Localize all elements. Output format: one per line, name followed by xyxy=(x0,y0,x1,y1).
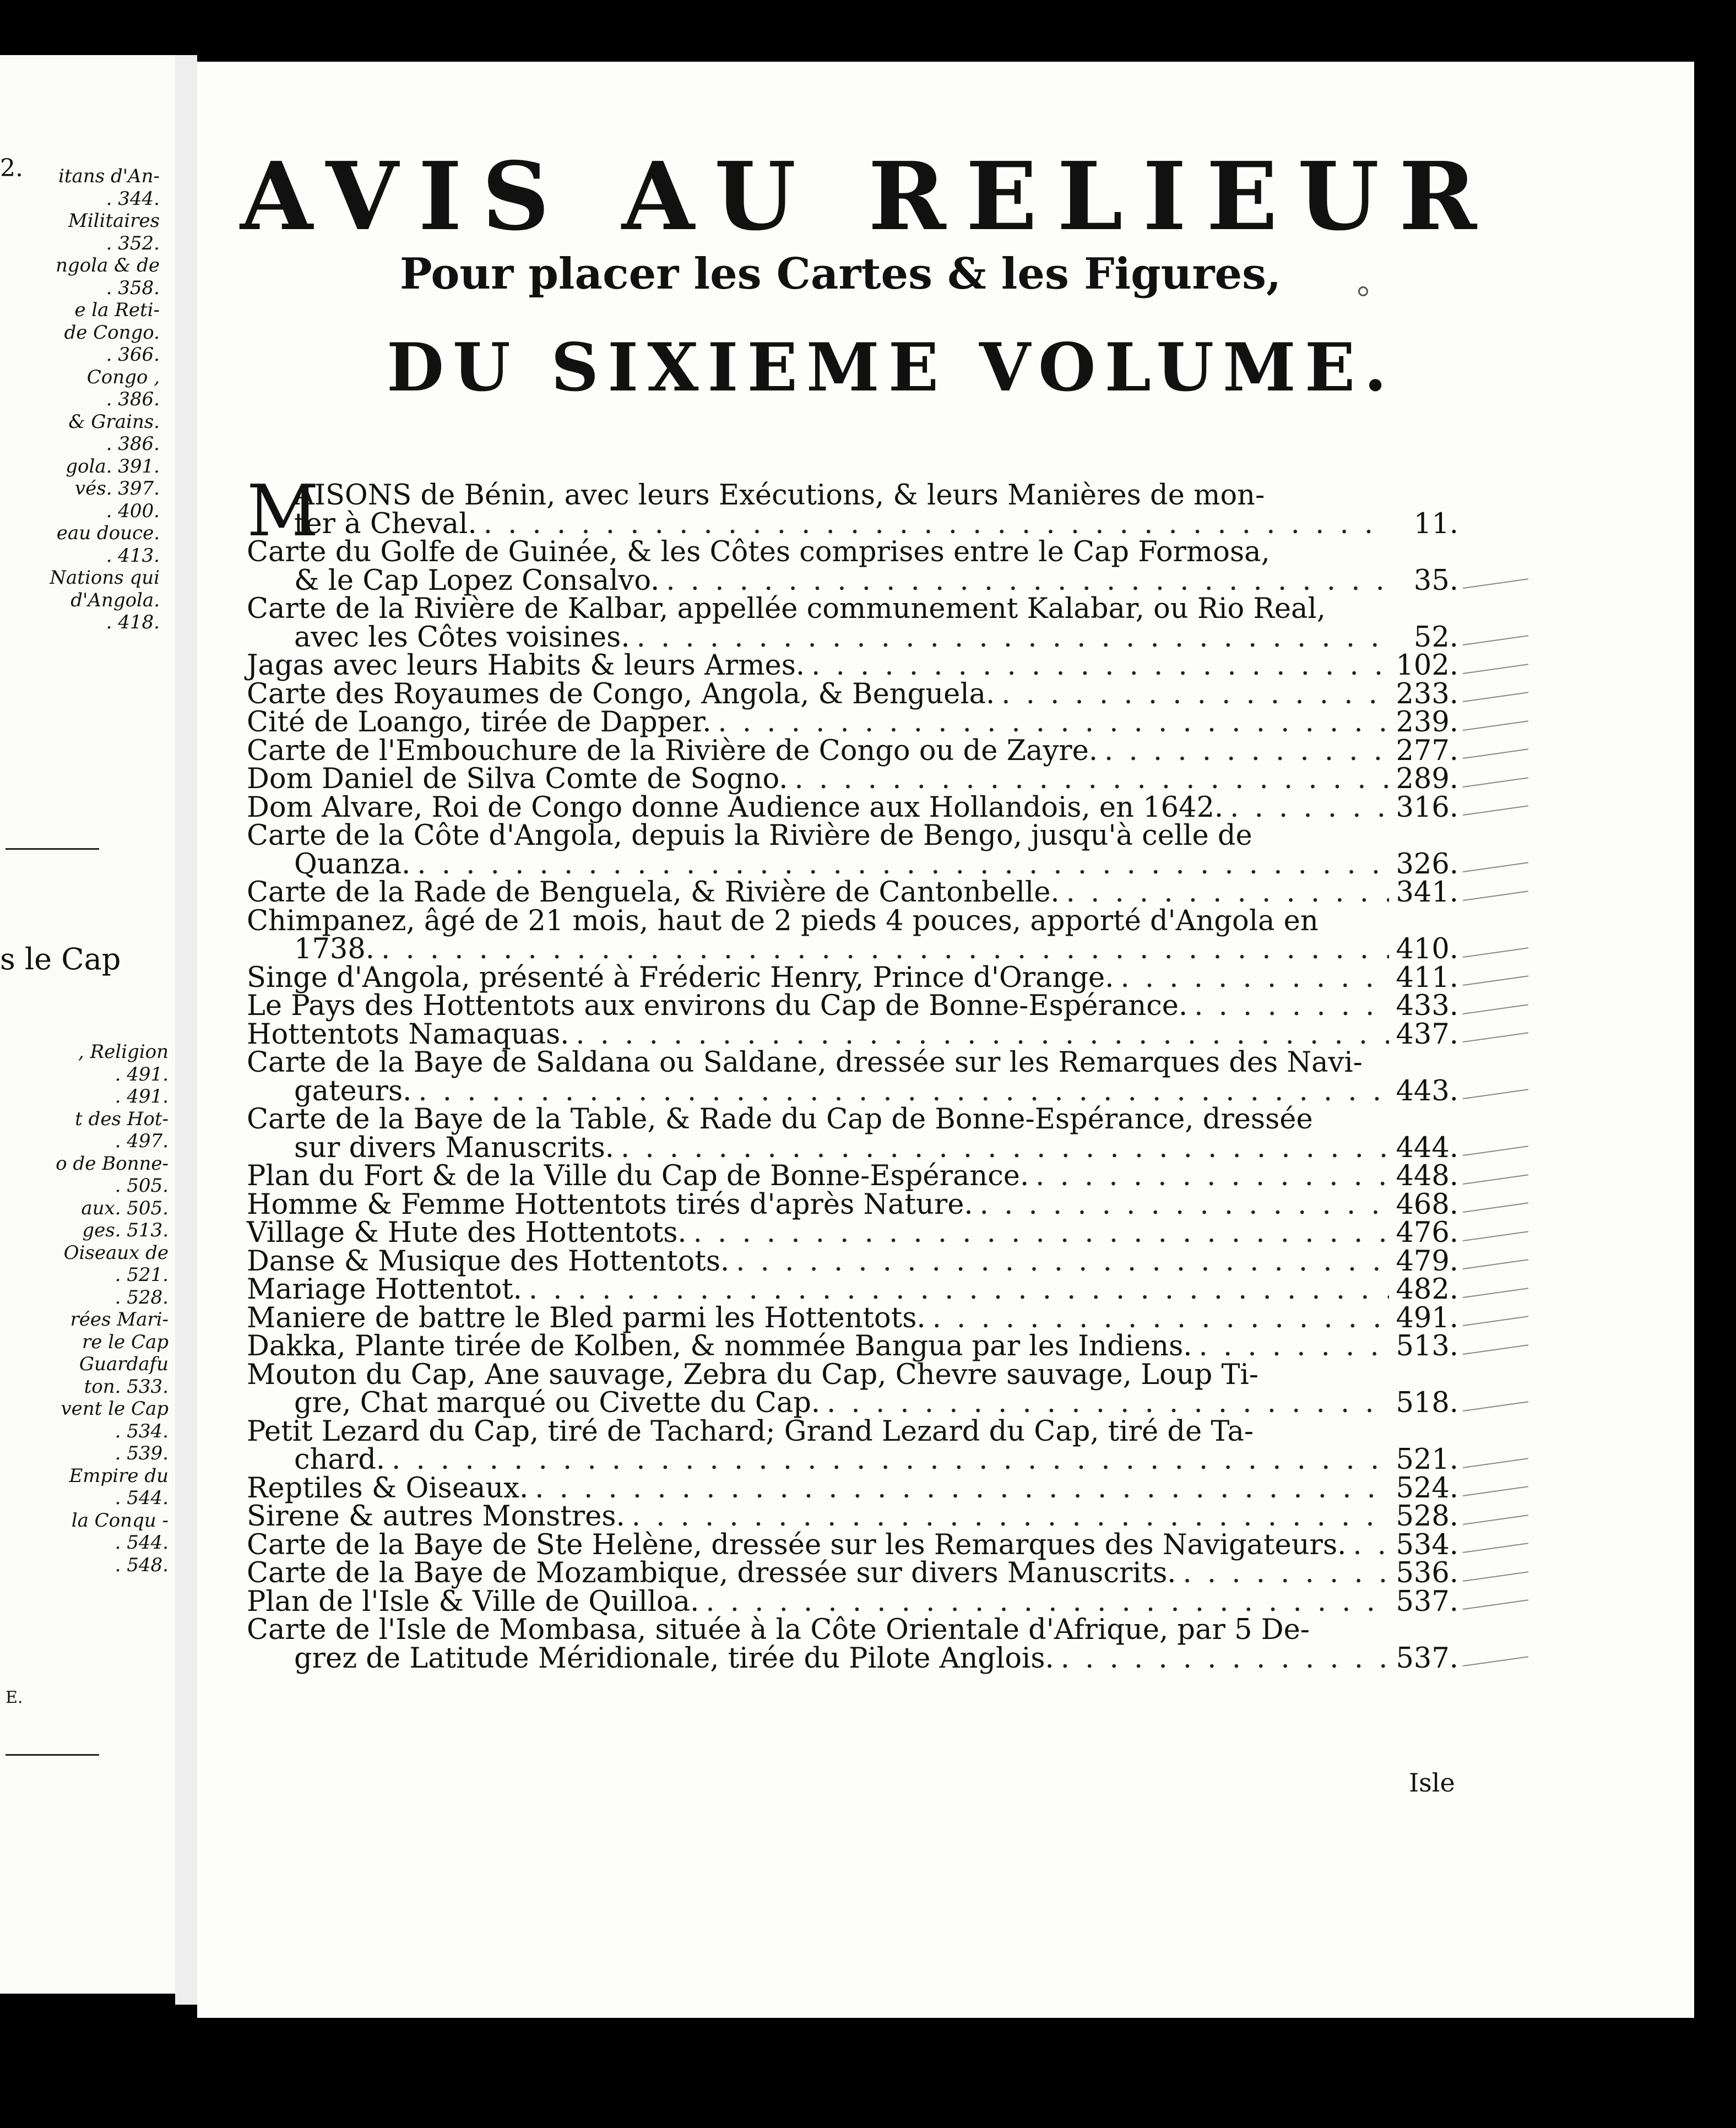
left-page-line: . 400. xyxy=(106,500,160,522)
left-page-line: . 534. xyxy=(115,1420,169,1442)
page-number: 102. xyxy=(1396,649,1458,682)
dot-leader xyxy=(1035,1162,1389,1191)
dot-leader xyxy=(693,1219,1390,1247)
page-number: 233. xyxy=(1396,677,1458,710)
entry-line-continued xyxy=(247,1644,1458,1673)
entry-title-continued: sur divers Manuscrits. xyxy=(294,1131,614,1164)
entry-title: Carte de la Baye de Ste Helène, dressée sur les Remarques des Navigateurs. xyxy=(247,1528,1347,1561)
pencil-tick xyxy=(1463,1458,1528,1468)
page-number: 534. xyxy=(1396,1528,1458,1561)
entry-line xyxy=(247,961,1458,994)
entry-title: Carte des Royaumes de Congo, Angola, & Benguela. xyxy=(247,677,995,710)
left-page-line: & Grains. xyxy=(68,410,160,433)
plate-entry xyxy=(247,1616,1458,1673)
dot-leader xyxy=(1104,737,1389,766)
plate-entry xyxy=(247,538,1458,595)
page-number: 513. xyxy=(1396,1330,1458,1362)
entry-title: Carte de la Rade de Benguela, & Rivière de Cantonbelle. xyxy=(247,876,1060,909)
entry-line xyxy=(247,708,1458,737)
left-page-line: , Religion xyxy=(78,1041,169,1063)
left-page-line: d'Angola. xyxy=(70,589,160,611)
right-page xyxy=(197,62,1694,2018)
left-page-line: vent le Cap xyxy=(61,1398,169,1420)
entry-title: Carte de la Baye de Saldana ou Saldane, dressée sur les Remarques des Navi- xyxy=(247,1046,1363,1079)
dot-leader xyxy=(576,1020,1389,1049)
entry-line xyxy=(247,1502,1458,1531)
pencil-tick xyxy=(1463,1288,1528,1298)
entry-title: Carte de l'Isle de Mombasa, située à la Côte Orientale d'Afrique, par 5 De- xyxy=(247,1614,1310,1646)
page-number: 410. xyxy=(1396,933,1458,965)
dot-leader xyxy=(811,652,1389,680)
entry-title: Village & Hute des Hottentots. xyxy=(247,1217,687,1249)
entry-title: Reptiles & Oiseaux. xyxy=(247,1472,529,1505)
pencil-tick xyxy=(1463,1543,1528,1553)
left-page-line: . 386. xyxy=(106,388,160,410)
pencil-tick xyxy=(1463,720,1528,731)
dot-leader xyxy=(392,1446,1389,1474)
pencil-tick xyxy=(1463,635,1528,645)
page-number: 537. xyxy=(1396,1585,1458,1618)
pencil-tick xyxy=(1463,1032,1528,1043)
page-number: 52. xyxy=(1413,621,1458,654)
page-number: 518. xyxy=(1396,1387,1458,1419)
left-page-mark: 2. xyxy=(0,154,23,182)
left-page-line: e la Reti- xyxy=(74,299,160,321)
left-page-line: ngola & de xyxy=(55,254,160,276)
plate-entry xyxy=(247,1415,1458,1476)
entry-line xyxy=(247,1247,1458,1276)
entry-title: Le Pays des Hottentots aux environs du Cap de Bonne-Espérance. xyxy=(247,990,1188,1022)
pencil-tick xyxy=(1463,975,1528,986)
page-number: 448. xyxy=(1396,1160,1458,1192)
page-number: 437. xyxy=(1396,1018,1458,1051)
page-number: 433. xyxy=(1396,990,1458,1022)
left-page-line: vés. 397. xyxy=(74,477,160,500)
page-number: 316. xyxy=(1396,791,1458,824)
entry-title-continued: Quanza. xyxy=(294,848,411,881)
plate-entry xyxy=(247,992,1458,1020)
entry-line xyxy=(247,538,1458,567)
page-number: 482. xyxy=(1396,1273,1458,1306)
entry-title: Jagas avec leurs Habits & leurs Armes. xyxy=(247,649,805,682)
dot-leader xyxy=(827,1389,1389,1418)
entry-title: Mariage Hottentot. xyxy=(247,1273,522,1306)
dot-leader xyxy=(795,765,1390,794)
left-page-line: ges. 513. xyxy=(82,1219,169,1241)
entry-line xyxy=(247,1188,1458,1221)
volume-heading: DU SIXIEME VOLUME. xyxy=(386,329,1396,406)
entry-title: Carte de l'Embouchure de la Rivière de Congo ou de Zayre. xyxy=(247,734,1098,767)
plate-entry xyxy=(247,791,1458,824)
pencil-tick xyxy=(1463,1004,1528,1014)
pencil-tick xyxy=(1463,692,1528,702)
pencil-tick xyxy=(1463,748,1528,759)
pencil-tick xyxy=(1463,664,1528,674)
plate-entry xyxy=(247,708,1458,737)
entry-line xyxy=(247,1162,1458,1191)
page-number: 524. xyxy=(1396,1472,1458,1505)
entry-title: Cité de Loango, tirée de Dapper. xyxy=(247,706,712,739)
plate-entry xyxy=(247,1020,1458,1049)
pencil-tick xyxy=(1463,578,1528,589)
entry-title: Chimpanez, âgé de 21 mois, haut de 2 pieds 4 pouces, apporté d'Angola en xyxy=(247,904,1319,937)
page-number: 411. xyxy=(1396,961,1458,994)
entry-title: AISONS de Bénin, avec leurs Exécutions, & leurs Manières de mon- xyxy=(294,479,1265,512)
left-page-line: . 544. xyxy=(115,1532,169,1554)
page-number: 35. xyxy=(1413,564,1458,597)
left-facing-page xyxy=(0,55,175,1994)
pencil-tick xyxy=(1463,777,1528,788)
left-page-line: gola. 391. xyxy=(66,455,160,477)
left-page-line: itans d'An- xyxy=(58,165,160,187)
dot-leader xyxy=(484,510,1391,539)
plate-entry xyxy=(247,961,1458,994)
pencil-tick xyxy=(1463,1571,1528,1582)
plate-entry xyxy=(247,677,1458,710)
plate-entry xyxy=(247,878,1458,907)
plate-entry xyxy=(247,1474,1458,1503)
page-number: 528. xyxy=(1396,1500,1458,1533)
entry-line-continued xyxy=(247,507,1458,540)
dot-leader xyxy=(718,708,1389,737)
page-number: 326. xyxy=(1396,848,1458,881)
entry-title-continued: ter à Cheval. xyxy=(294,507,477,540)
left-page-line: Empire du xyxy=(69,1464,169,1487)
entry-line xyxy=(247,1585,1458,1618)
left-page-end: E. xyxy=(6,1688,23,1707)
left-page-line: . 521. xyxy=(115,1264,169,1286)
pencil-tick xyxy=(1463,1656,1528,1666)
left-page-line: . 548. xyxy=(115,1554,169,1576)
left-page-line: . 528. xyxy=(115,1286,169,1309)
dot-leader xyxy=(1066,878,1390,907)
pencil-tick xyxy=(1463,1316,1528,1326)
entry-line xyxy=(247,1020,1458,1049)
plate-entry xyxy=(247,1301,1458,1334)
dot-leader xyxy=(417,850,1389,879)
plate-entry xyxy=(247,1528,1458,1561)
entry-line xyxy=(247,878,1458,907)
entry-title: Homme & Femme Hottentots tirés d'après Nature. xyxy=(247,1188,973,1221)
entry-title: Sirene & autres Monstres. xyxy=(247,1500,625,1533)
left-page-line: . 497. xyxy=(115,1130,169,1152)
left-page-line: o de Bonne- xyxy=(56,1152,169,1175)
plate-entry xyxy=(247,649,1458,682)
left-page-line: . 539. xyxy=(115,1442,169,1464)
plate-entry xyxy=(247,904,1458,965)
entry-title: Dom Daniel de Silva Comte de Sogno. xyxy=(247,763,788,795)
entry-line xyxy=(247,1219,1458,1247)
entry-line xyxy=(247,481,1458,510)
plate-entry xyxy=(247,1502,1458,1531)
pencil-tick xyxy=(1463,862,1528,872)
entry-line xyxy=(247,1046,1458,1079)
page-number: 536. xyxy=(1396,1557,1458,1589)
page-number: 239. xyxy=(1396,706,1458,739)
left-page-line: . 505. xyxy=(115,1175,169,1197)
page-number: 341. xyxy=(1396,876,1458,909)
plate-entry xyxy=(247,765,1458,794)
entry-line-continued xyxy=(247,850,1458,879)
dot-leader xyxy=(666,567,1391,595)
left-page-line: ton. 533. xyxy=(84,1375,169,1398)
plate-entry xyxy=(247,1358,1458,1419)
pencil-tick xyxy=(1463,1174,1528,1185)
entry-line-continued xyxy=(247,623,1458,652)
entry-line-continued xyxy=(247,1074,1458,1108)
pencil-tick xyxy=(1463,1401,1528,1412)
entry-title: Dakka, Plante tirée de Kolben, & nommée Bangua par les Indiens. xyxy=(247,1330,1192,1362)
dot-leader xyxy=(1230,794,1389,822)
entry-line xyxy=(247,734,1458,767)
entry-line xyxy=(247,1474,1458,1503)
pencil-tick xyxy=(1463,1599,1528,1610)
entry-line xyxy=(247,765,1458,794)
plate-entry xyxy=(247,734,1458,767)
dot-leader xyxy=(621,1134,1389,1163)
left-page-line: . 491. xyxy=(115,1063,169,1085)
dot-leader xyxy=(381,935,1389,964)
page-number: 468. xyxy=(1396,1188,1458,1221)
dot-leader xyxy=(980,1191,1390,1219)
left-page-heading-fragment: s le Cap xyxy=(0,942,121,976)
page-number: 476. xyxy=(1396,1217,1458,1249)
page-number: 537. xyxy=(1396,1642,1458,1675)
entry-title: Singe d'Angola, présenté à Fréderic Henry, Prince d'Orange. xyxy=(247,961,1114,994)
drop-cap-letter: M xyxy=(247,470,319,552)
dot-leader xyxy=(535,1474,1389,1503)
entry-line xyxy=(247,791,1458,824)
entry-line xyxy=(247,1332,1458,1361)
plate-entry xyxy=(247,1188,1458,1221)
page-number: 443. xyxy=(1396,1074,1458,1108)
pencil-tick xyxy=(1463,1259,1528,1269)
dot-leader xyxy=(1199,1332,1390,1361)
entry-title: Carte de la Baye de la Table, & Rade du Cap de Bonne-Espérance, dressée xyxy=(247,1103,1313,1136)
dot-leader xyxy=(932,1304,1390,1333)
entry-line xyxy=(247,677,1458,710)
plate-entry xyxy=(247,1105,1458,1162)
entry-title: Mouton du Cap, Ane sauvage, Zebra du Cap, Chevre sauvage, Loup Ti- xyxy=(247,1358,1259,1391)
left-page-text-block-2 xyxy=(3,1041,169,1576)
plate-entry xyxy=(247,1219,1458,1247)
left-page-line: . 352. xyxy=(106,232,160,254)
pencil-tick xyxy=(1463,1202,1528,1213)
page-number: 491. xyxy=(1396,1301,1458,1334)
pencil-tick xyxy=(1463,1514,1528,1525)
entry-line xyxy=(247,1301,1458,1334)
plate-entry xyxy=(247,1585,1458,1618)
entry-title-continued: gre, Chat marqué ou Civette du Cap. xyxy=(294,1387,821,1419)
left-page-line: . 344. xyxy=(106,187,160,210)
page-number: 521. xyxy=(1396,1443,1458,1476)
entry-title-continued: & le Cap Lopez Consalvo. xyxy=(294,564,660,597)
page-number: 277. xyxy=(1396,734,1458,767)
left-page-line: Oiseaux de xyxy=(63,1241,169,1264)
left-page-line: Congo , xyxy=(86,366,160,388)
page-title: AVIS AU RELIEUR xyxy=(240,142,1497,252)
entry-line xyxy=(247,1616,1458,1644)
entry-line xyxy=(247,904,1458,937)
entry-title-continued: 1738. xyxy=(294,933,375,965)
left-page-line: aux. 505. xyxy=(81,1197,169,1219)
left-page-line: re le Cap xyxy=(82,1331,169,1353)
page-number: 289. xyxy=(1396,763,1458,795)
entry-line-continued xyxy=(247,1389,1458,1418)
left-page-line: Guardafu xyxy=(79,1353,169,1375)
dot-leader xyxy=(1120,964,1389,992)
entry-line xyxy=(247,1105,1458,1134)
plate-entry xyxy=(247,1162,1458,1191)
dot-leader xyxy=(632,1502,1390,1531)
page-gutter xyxy=(175,55,197,2005)
dot-leader xyxy=(736,1247,1389,1276)
pencil-tick xyxy=(1463,1089,1528,1099)
left-page-line: rées Mari- xyxy=(70,1309,169,1331)
entry-title: Carte de la Rivière de Kalbar, appellée communement Kalabar, ou Rio Real, xyxy=(247,593,1326,625)
entry-line xyxy=(247,1275,1458,1304)
plate-entry xyxy=(247,819,1458,881)
page-subtitle: Pour placer les Cartes & les Figures, xyxy=(399,249,1282,299)
left-page-line: . 366. xyxy=(106,344,160,366)
entry-title: Hottentots Namaquas. xyxy=(247,1018,569,1051)
entry-line xyxy=(247,819,1458,852)
entry-line xyxy=(247,1559,1458,1588)
dot-leader xyxy=(529,1275,1390,1304)
left-page-rule-bottom xyxy=(6,1754,99,1756)
entry-line xyxy=(247,1528,1458,1561)
pencil-tick xyxy=(1463,1146,1528,1156)
pencil-tick xyxy=(1463,891,1528,901)
entry-title: Maniere de battre le Bled parmi les Hottentots. xyxy=(247,1301,926,1334)
dot-leader xyxy=(1061,1644,1390,1673)
entry-line-continued xyxy=(247,935,1458,964)
entry-title-continued: gateurs. xyxy=(294,1074,412,1108)
dot-leader xyxy=(1353,1531,1389,1560)
entry-title-continued: chard. xyxy=(294,1443,386,1476)
left-page-line: eau douce. xyxy=(56,522,160,544)
page-number: 479. xyxy=(1396,1245,1458,1278)
entry-line xyxy=(247,1415,1458,1448)
entry-title: Carte de la Baye de Mozambique, dressée sur divers Manuscrits. xyxy=(247,1557,1176,1589)
page-number: 444. xyxy=(1396,1131,1458,1164)
pencil-tick xyxy=(1463,1486,1528,1496)
left-page-text-block xyxy=(0,165,160,634)
left-page-line: . 386. xyxy=(106,433,160,455)
entry-title-continued: avec les Côtes voisines. xyxy=(294,621,630,654)
plate-entry xyxy=(247,1275,1458,1304)
left-page-rule xyxy=(6,848,99,850)
plate-entry xyxy=(247,1046,1458,1108)
entry-title: Carte du Golfe de Guinée, & les Côtes comprises entre le Cap Formosa, xyxy=(247,536,1270,568)
entry-title: Petit Lezard du Cap, tiré de Tachard; Grand Lezard du Cap, tiré de Ta- xyxy=(247,1415,1254,1448)
left-page-line: Militaires xyxy=(68,210,160,232)
entry-title-continued: grez de Latitude Méridionale, tirée du Pilote Anglois. xyxy=(294,1642,1054,1675)
left-page-line: . 358. xyxy=(106,276,160,299)
left-page-line: . 418. xyxy=(106,611,160,633)
dot-leader xyxy=(1194,992,1389,1020)
entry-line xyxy=(247,1358,1458,1391)
pencil-tick xyxy=(1463,1344,1528,1355)
catchword: Isle xyxy=(1409,1768,1455,1798)
entry-title: Plan de l'Isle & Ville de Quilloa. xyxy=(247,1585,699,1618)
dot-leader xyxy=(706,1588,1389,1616)
plate-entry xyxy=(247,595,1458,652)
entry-title: Dom Alvare, Roi de Congo donne Audience aux Hollandois, en 1642. xyxy=(247,791,1224,824)
pencil-tick xyxy=(1463,947,1528,958)
plate-entry xyxy=(247,1247,1458,1276)
left-page-line: de Congo. xyxy=(64,321,160,344)
entry-line xyxy=(247,649,1458,682)
left-page-line: . 413. xyxy=(106,544,160,567)
entry-line xyxy=(247,992,1458,1020)
dot-leader xyxy=(637,623,1391,652)
paper-spot xyxy=(1358,286,1368,296)
entry-line xyxy=(247,595,1458,623)
dot-leader xyxy=(418,1077,1389,1106)
dot-leader xyxy=(1182,1559,1389,1588)
dot-leader xyxy=(1001,680,1389,709)
entry-line-continued xyxy=(247,1131,1458,1164)
plate-list xyxy=(247,470,1458,1675)
left-page-line: Nations qui xyxy=(50,567,160,589)
left-page-line: t des Hot- xyxy=(75,1108,169,1130)
entry-line-continued xyxy=(247,1443,1458,1476)
pencil-tick xyxy=(1463,1231,1528,1241)
entry-title: Carte de la Côte d'Angola, depuis la Rivière de Bengo, jusqu'à celle de xyxy=(247,819,1252,852)
plate-entry xyxy=(247,1559,1458,1588)
plate-entry xyxy=(247,1332,1458,1361)
left-page-line: . 491. xyxy=(115,1085,169,1108)
pencil-tick xyxy=(1463,805,1528,816)
left-page-line: la Conqu - xyxy=(71,1509,169,1532)
entry-title: Plan du Fort & de la Ville du Cap de Bonne-Espérance. xyxy=(247,1160,1029,1192)
entry-title: Danse & Musique des Hottentots. xyxy=(247,1245,730,1278)
entry-line-continued xyxy=(247,564,1458,597)
page-number: 11. xyxy=(1413,507,1458,540)
left-page-line: . 544. xyxy=(115,1487,169,1509)
